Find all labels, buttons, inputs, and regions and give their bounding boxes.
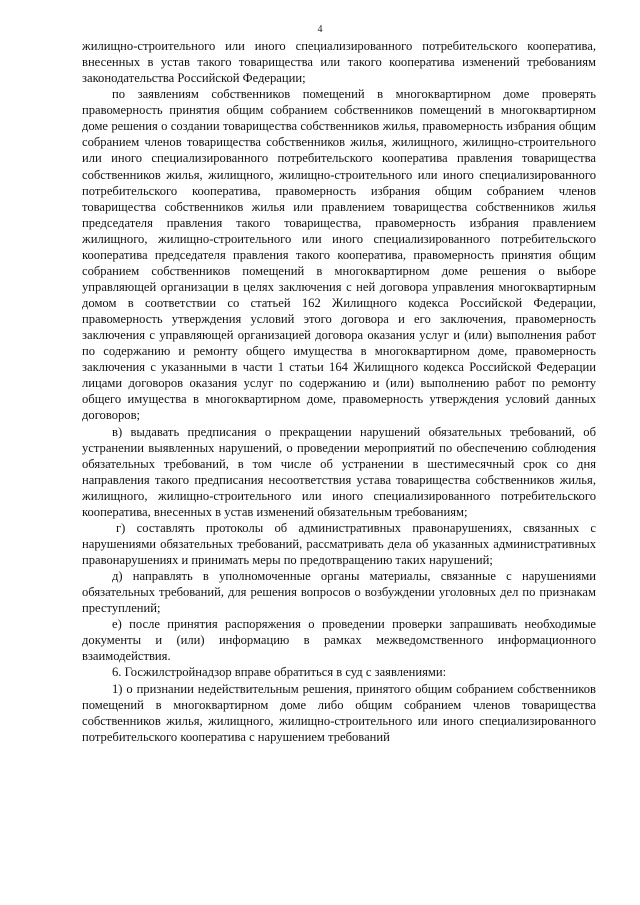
paragraph-item-d: д) направлять в уполномоченные органы материалы, связанные с нарушениями обязательных требований, для решения вопросов о возбуждении уголовных дел по признакам преступлений;	[82, 569, 596, 616]
paragraph-section-6: 6. Госжилстройнадзор вправе обратиться в суд с заявлениями:	[112, 665, 447, 680]
paragraph-item-v: в) выдавать предписания о прекращении нарушений обязательных требований, об устранении выявленных нарушений, о проведении мероприятий по обеспечению соблюдения обязательных требований, в том числе об устранении в шестимесячный срок со дня направления такого предписания несоответствия устава товарищества собственников жилья, жилищного, жилищно-строительного или иного специализированного потребительского кооператива, внесенных в устав изменений обязательным требованиям;	[82, 424, 596, 519]
page-number: 4	[317, 24, 323, 35]
paragraph-item-e: е) после принятия распоряжения о проведении проверки запрашивать необходимые документы и (или) информацию в рамках межведомственного информационного взаимодействия.	[82, 617, 596, 664]
paragraph-check-legality: по заявлениям собственников помещений в многоквартирном доме проверять правомерность принятия общим собранием собственников помещений в многоквартирном доме решения о создании товарищества собственников жилья, правомерность избрания общим собранием членов товарищества собственников жилья, жилищного, жилищно-строительного или иного специализированного потребительского кооператива правления товарищества собственников жилья, жилищного, жилищно-строительного или иного специализированного потребительского кооператива, правомерность избрания общим собранием членов товарищества собственников жилья или правлением товарищества собственников жилья председателя правления такого товарищества, правомерность избрания правлением жилищного, жилищно-строительного или иного специализированного потребительского кооператива председателя правления такого кооператива, правомерность принятия общим собранием собственников помещений в многоквартирном доме решения о выборе управляющей организации в целях заключения с ней договора управления многоквартирным домом в соответствии со статьей 162 Жилищного кодекса Российской Федерации, правомерность утверждения условий этого договора и его заключения, правомерность заключения с управляющей организацией договора оказания услуг и (или) выполнения работ по содержанию и ремонту общего имущества в многоквартирном доме, правомерность заключения с указанными в части 1 статьи 164 Жилищного кодекса Российской Федерации лицами договоров оказания услуг по содержанию и (или) выполнению работ по ремонту общего имущества в многоквартирном доме, правомерность утверждения условий данных договоров;	[82, 87, 596, 423]
paragraph-item-g: г) составлять протоколы об административных правонарушениях, связанных с нарушениями обязательных требований, рассматривать дела об указанных административных правонарушениях и принимать меры по предотвращению таких нарушений;	[82, 520, 596, 567]
document-body	[82, 38, 596, 745]
paragraph-item-1: 1) о признании недействительным решения, принятого общим собранием собственников помещений в многоквартирном доме либо общим собранием членов товарищества собственников жилья, жилищного, жилищно-строительного или иного специализированного потребительского кооператива с нарушением требований	[82, 681, 596, 744]
paragraph-continuation: жилищно-строительного или иного специализированного потребительского кооператива, внесенных в устав такого товарищества или такого кооператива изменений требованиям законодательства Российской Федерации;	[82, 39, 596, 86]
